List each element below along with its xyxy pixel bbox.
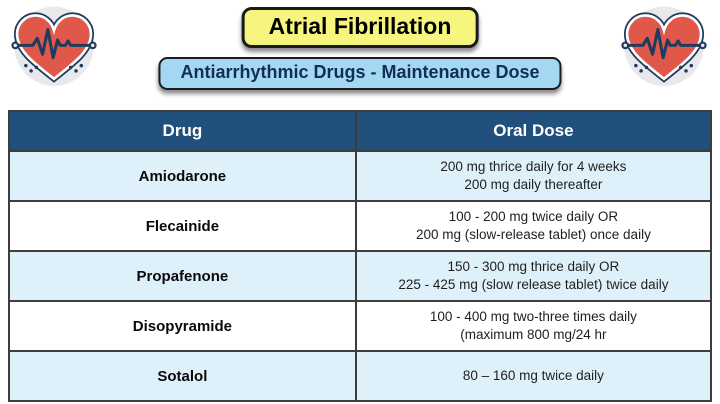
ekg-endpoint-left (12, 43, 18, 49)
ekg-endpoint-left (622, 43, 628, 49)
dose-line-2: (maximum 800 mg/24 hr (460, 327, 607, 342)
page-subtitle (158, 57, 561, 90)
drug-dose (356, 201, 711, 251)
table-row-amiodarone (9, 151, 711, 201)
dose-line-2: 200 mg daily thereafter (464, 177, 603, 192)
table-row-disopyramide (9, 301, 711, 351)
table-row-propafenone (9, 251, 711, 301)
drug-name: Amiodarone (9, 151, 356, 201)
heart-ekg-icon (10, 4, 98, 92)
drug-name: Propafenone (9, 251, 356, 301)
drug-name: Disopyramide (9, 301, 356, 351)
table-row-sotalol (9, 351, 711, 401)
dose-line-1: 200 mg thrice daily for 4 weeks (440, 158, 627, 174)
page-subtitle-text: Antiarrhythmic Drugs - Maintenance Dose (180, 62, 540, 82)
heart-ekg-icon (620, 4, 708, 92)
drug-dose (356, 151, 711, 201)
heart-ekg-icon-left (10, 4, 98, 92)
dose-line-1: 80 – 160 mg twice daily (462, 367, 604, 383)
drug-name: Sotalol (9, 351, 356, 401)
column-header-oral-dose: Oral Dose (356, 111, 711, 151)
table-header-row (9, 111, 711, 151)
drug-dose (356, 301, 711, 351)
dose-table (8, 110, 712, 402)
dose-line-2: 200 mg (slow-release tablet) once daily (415, 227, 651, 242)
dose-line-1: 100 - 200 mg twice daily OR (448, 208, 619, 224)
ekg-endpoint-right (700, 43, 706, 49)
page-title-text: Atrial Fibrillation (268, 13, 452, 39)
dose-line-2: 225 - 425 mg (slow release tablet) twice daily (398, 277, 669, 292)
drug-dose (356, 251, 711, 301)
drug-dose (356, 351, 711, 401)
ekg-endpoint-right (90, 43, 96, 49)
heart-ekg-icon-right (620, 4, 708, 92)
page-title (242, 7, 479, 48)
drug-name: Flecainide (9, 201, 356, 251)
table-row-flecainide (9, 201, 711, 251)
dose-line-1: 150 - 300 mg thrice daily OR (447, 258, 620, 274)
column-header-drug: Drug (9, 111, 356, 151)
dose-line-1: 100 - 400 mg two-three times daily (429, 308, 637, 324)
